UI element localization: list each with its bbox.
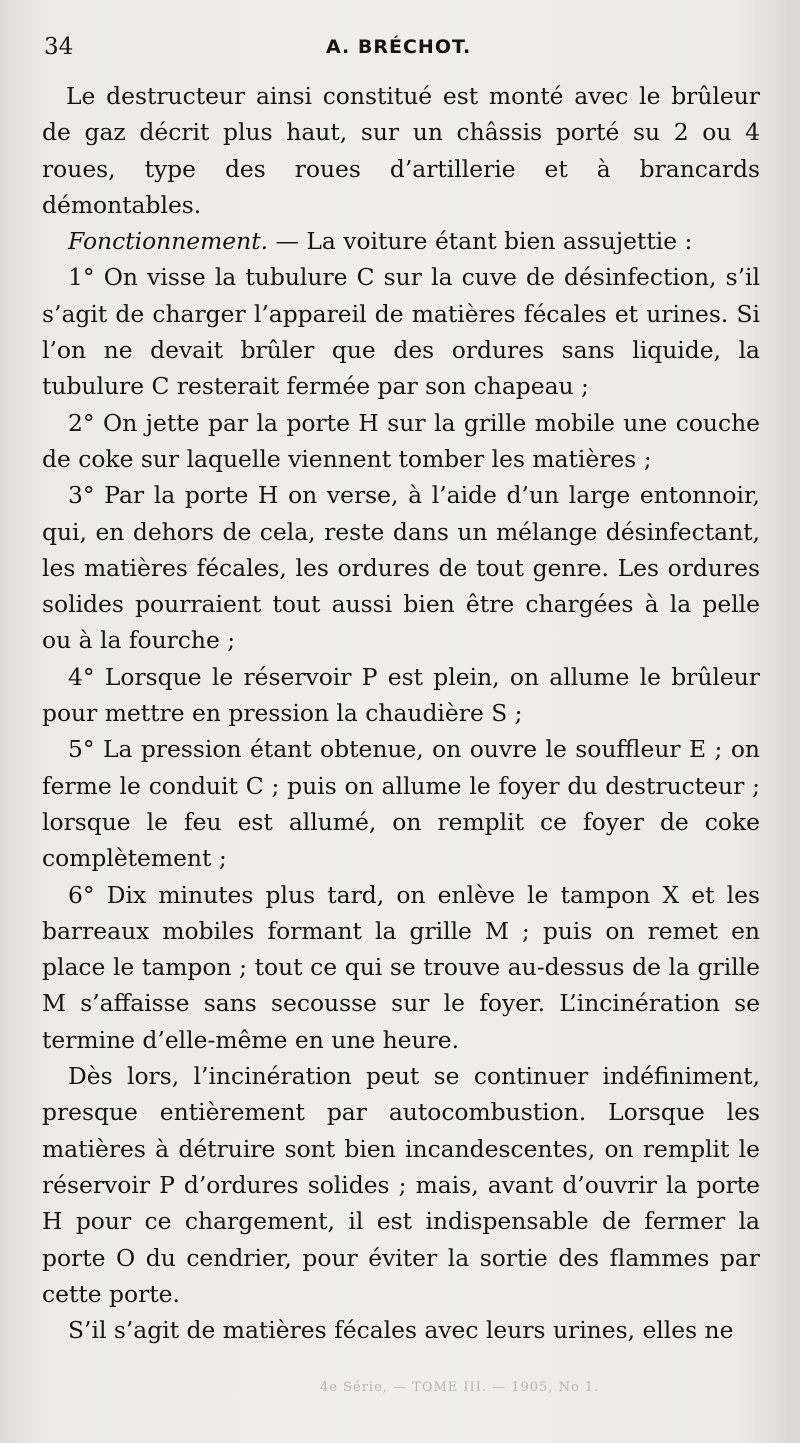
- paragraph-text: 5° La pression étant obtenue, on ouvre le souffleur E ; on ferme le conduit C ; puis on allume le foyer du destructeur ; lorsque le feu est allumé, on remplit ce foyer de coke complètement ;: [42, 735, 760, 873]
- paragraph-step-3: [42, 477, 760, 658]
- paragraph-text: 2° On jette par la porte H sur la grille mobile une couche de coke sur laquelle viennent tomber les matières ;: [42, 408, 760, 473]
- running-title: A. BRÉCHOT.: [326, 36, 472, 58]
- running-head: [44, 34, 772, 64]
- paragraph-step-2: [42, 405, 760, 478]
- paragraph-chassis: [42, 78, 760, 223]
- paragraph-text: 4° Lorsque le réservoir P est plein, on allume le brûleur pour mettre en pression la chaudière S ;: [42, 662, 760, 728]
- paragraph-matieres-fecales: [42, 1312, 760, 1348]
- paragraph-text: 3° Par la porte H on verse, à l’aide d’un large entonnoir, qui, en dehors de cela, reste dans un mélange désinfectant, les matières fécales, les ordures de tout genre. Les ordures solides pourraient tout aussi bien être chargées à la pelle ou à la fourche ;: [42, 481, 760, 655]
- paragraph-step-6: [42, 877, 760, 1058]
- paragraph-step-4: [42, 659, 760, 732]
- paragraph-text: Le destructeur ainsi constitué est monté avec le brûleur de gaz décrit plus haut, sur un châssis porté su 2 ou 4 roues, type des roues d’artillerie et à brancards démontables.: [42, 82, 760, 219]
- run-in-heading: Fonctionnement.: [68, 227, 269, 256]
- paragraph-text: S’il s’agit de matières fécales avec leurs urines, elles ne: [68, 1316, 734, 1345]
- paragraph-step-1: [42, 259, 760, 404]
- paragraph-fonctionnement: [42, 223, 760, 259]
- signature-mark: 4e Série, — TOME III. — 1905, No 1.: [320, 1380, 600, 1395]
- paragraph-text: — La voiture étant bien assujettie :: [268, 227, 693, 256]
- paragraph-step-5: [42, 731, 760, 876]
- body-text: [42, 78, 760, 1348]
- paragraph-text: 1° On visse la tubulure C sur la cuve de désinfection, s’il s’agit de charger l’appareil de matières fécales et urines. Si l’on ne devait brûler que des ordures sans liquide, la tubulure C resterait fermée par son chapeau ;: [42, 263, 760, 401]
- page-number: 34: [44, 34, 74, 60]
- paragraph-text: Dès lors, l’incinération peut se continuer indéfiniment, presque entièrement par autocombustion. Lorsque les matières à détruire sont bien incandescentes, on remplit le réservoir P d’ordures solides ; mais, avant d’ouvrir la porte H pour ce chargement, il est indispensable de fermer la porte O du cendrier, pour éviter la sortie des flammes par cette porte.: [42, 1062, 760, 1308]
- paragraph-autocombustion: [42, 1058, 760, 1312]
- paragraph-text: 6° Dix minutes plus tard, on enlève le tampon X et les barreaux mobiles formant la grille M ; puis on remet en place le tampon ; tout ce qui se trouve au-dessus de la grille M s’affaisse sans secousse sur le foyer. L’incinération se termine d’elle-même en une heure.: [42, 880, 760, 1054]
